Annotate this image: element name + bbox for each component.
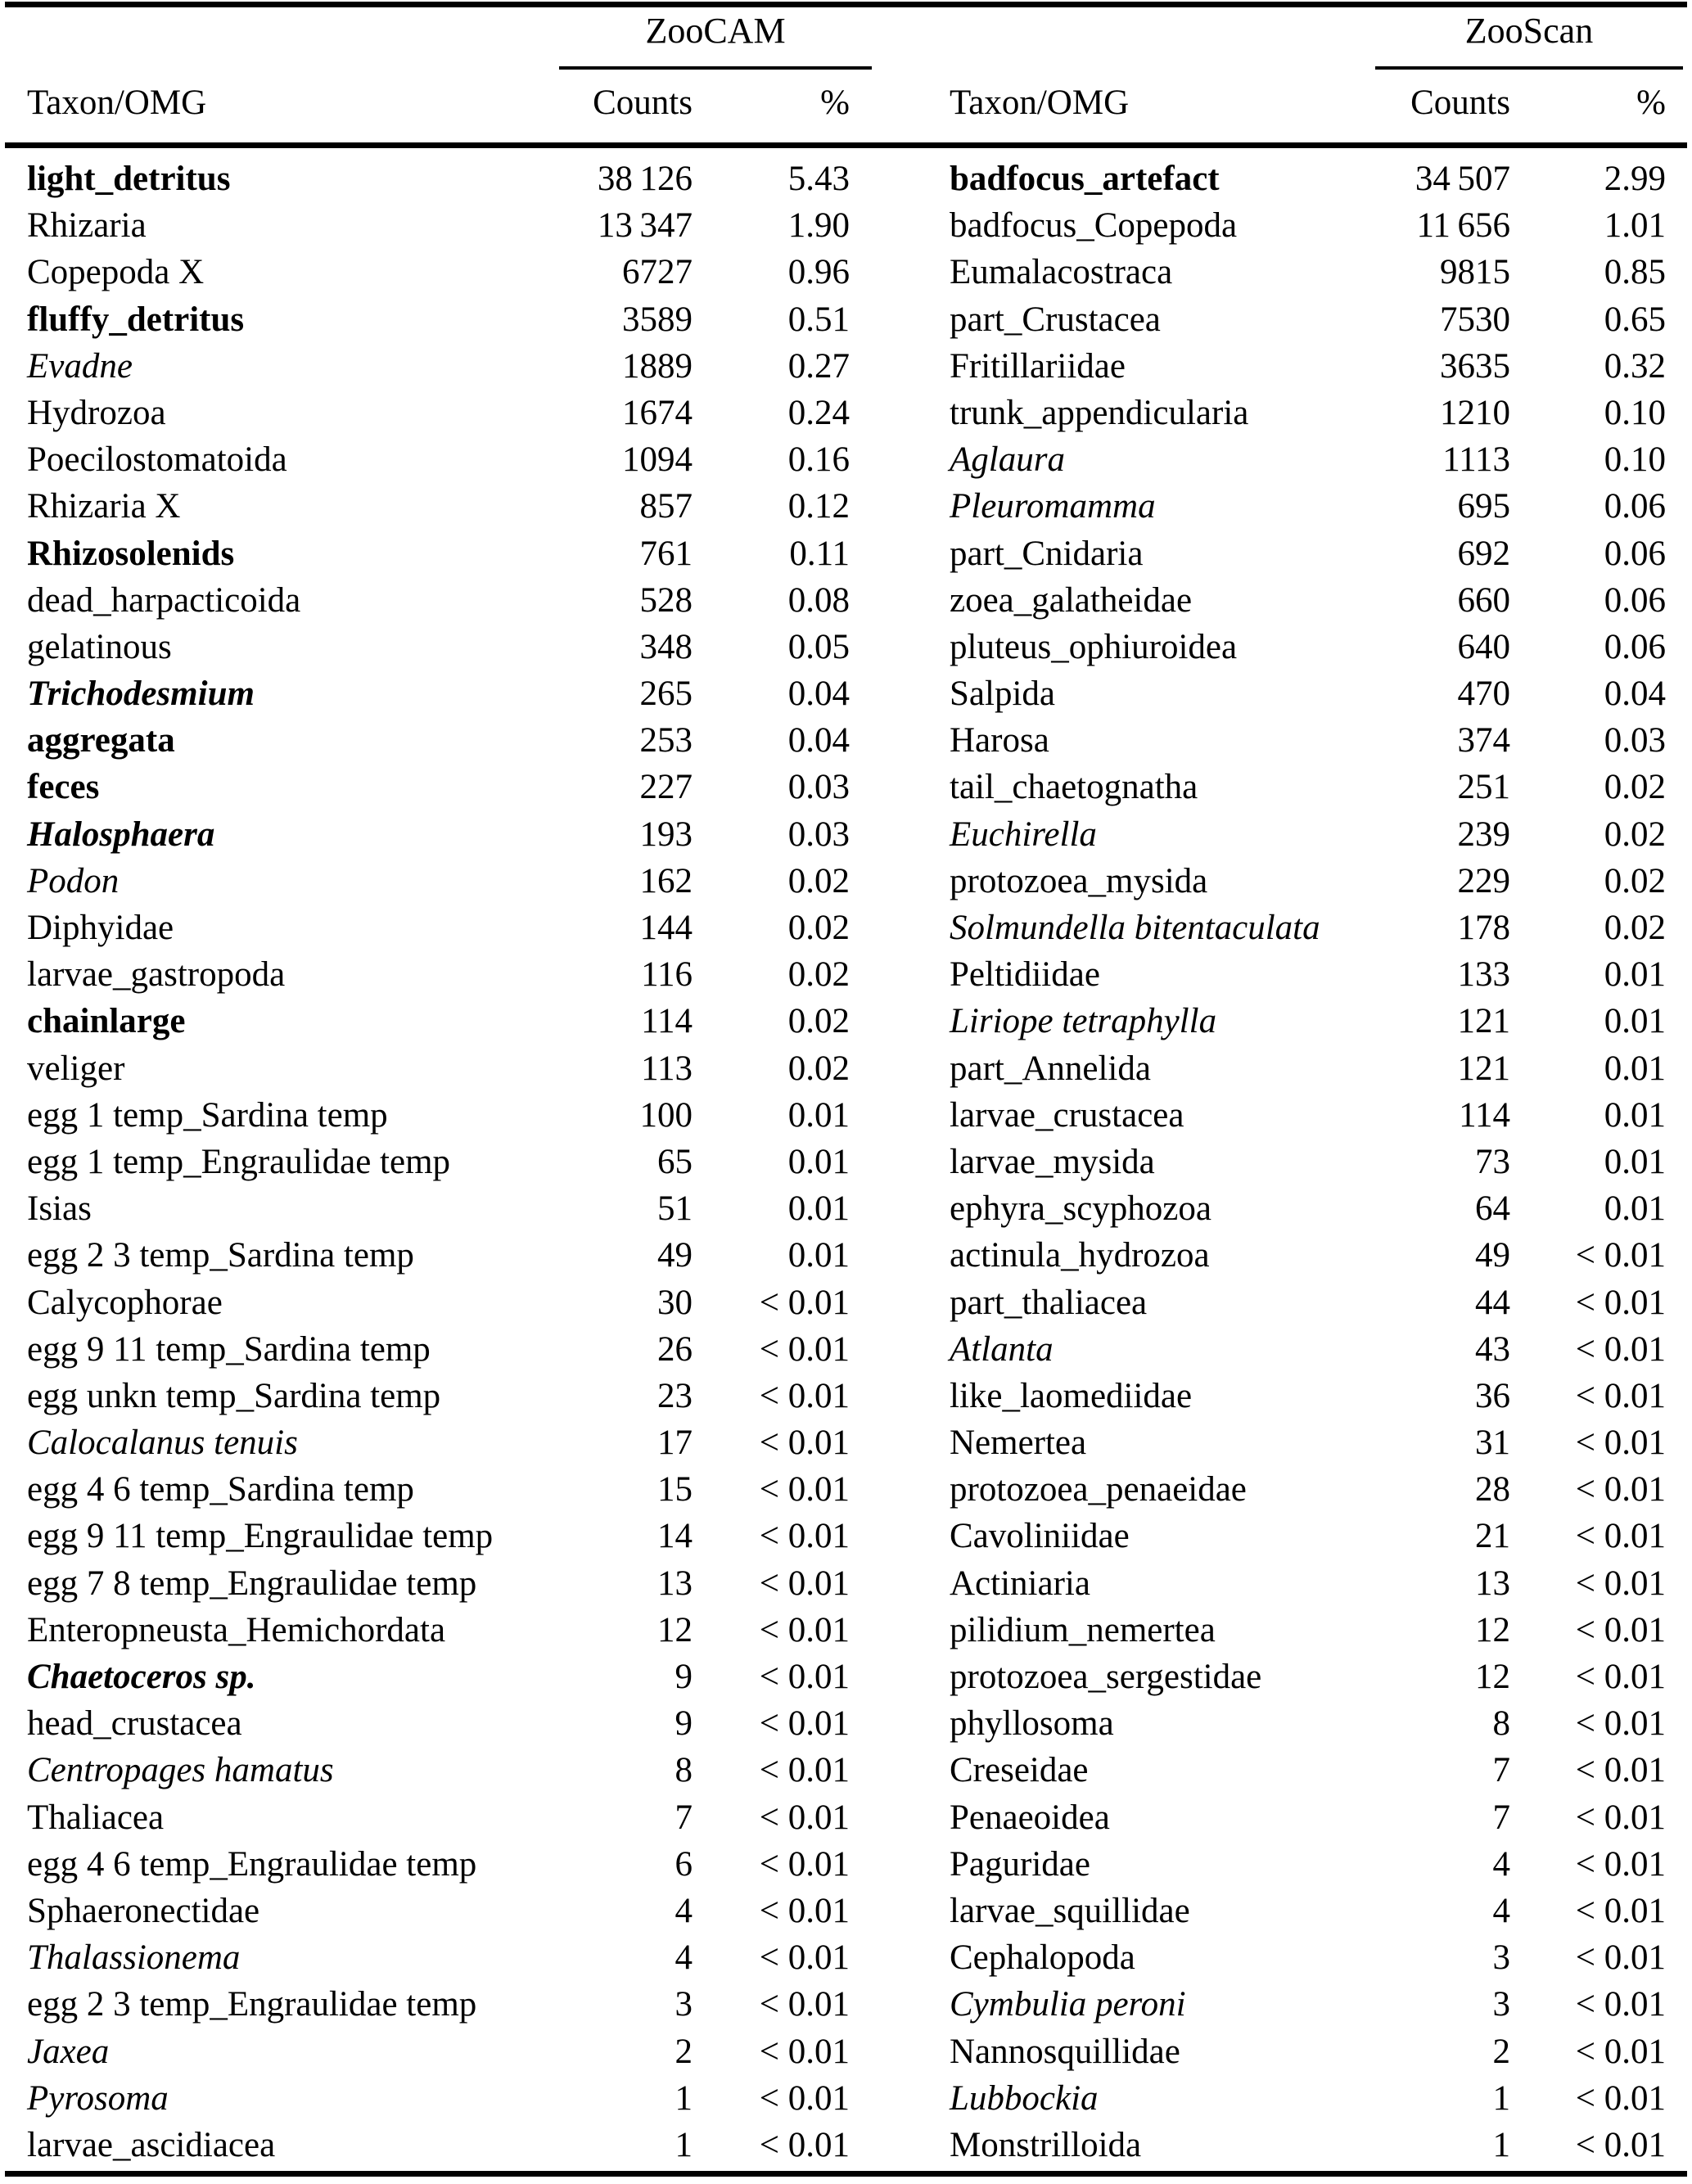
- zooscan-percent-cell: 0.65: [1604, 300, 1666, 339]
- zoocam-percent-cell: 0.08: [787, 580, 850, 620]
- zooscan-counts-cell: 12: [1475, 1658, 1510, 1696]
- zoocam-taxon-cell: egg 9 11 temp_Engraulidae temp: [27, 1517, 494, 1556]
- zoocam-counts-cell: 9: [675, 1658, 693, 1696]
- zoocam-counts-cell: 162: [639, 861, 693, 900]
- zooscan-taxon-cell: like_laomediidae: [950, 1376, 1193, 1415]
- zoocam-counts-cell: 2: [675, 2032, 693, 2071]
- zoocam-counts-cell: 3589: [622, 300, 693, 339]
- zooscan-percent-cell: 0.06: [1604, 487, 1666, 526]
- zooscan-counts-cell: 229: [1457, 861, 1510, 900]
- zooscan-percent-cell: 0.06: [1604, 580, 1666, 620]
- zooscan-taxon-cell: protozoea_mysida: [950, 861, 1208, 900]
- zoocam-counts-cell: 49: [657, 1236, 693, 1275]
- zoocam-percent-cell: 0.02: [787, 1049, 850, 1088]
- zooscan-percent-cell: 0.10: [1604, 440, 1666, 480]
- zooscan-taxon-cell: Actiniaria: [950, 1564, 1090, 1603]
- zooscan-taxon-cell: part_Annelida: [950, 1049, 1151, 1088]
- zooscan-percent-cell: 0.02: [1604, 861, 1666, 900]
- zoocam-taxon-cell: Poecilostomatoida: [27, 440, 287, 480]
- zoocam-percent-cell: < 0.01: [759, 1844, 850, 1884]
- zooscan-counts-cell: 133: [1457, 955, 1510, 995]
- zoocam-counts-cell: 12: [657, 1610, 693, 1649]
- zooscan-taxon-cell: Peltidiidae: [950, 955, 1100, 995]
- zooscan-taxon-cell: Creseidae: [950, 1751, 1089, 1790]
- zoocam-taxon-cell: Rhizaria X: [27, 487, 181, 526]
- zoocam-percent-cell: < 0.01: [759, 2078, 850, 2118]
- zooscan-percent-cell: < 0.01: [1575, 1610, 1666, 1649]
- zoocam-taxon-cell: egg 9 11 temp_Sardina temp: [27, 1329, 431, 1369]
- zooscan-percent-cell: 2.99: [1604, 160, 1666, 198]
- zoocam-counts-cell: 17: [657, 1424, 693, 1463]
- zooscan-taxon-cell: Liriope tetraphylla: [950, 1002, 1217, 1041]
- zooscan-taxon-cell: tail_chaetognatha: [950, 768, 1198, 807]
- zoocam-percent-cell: 0.04: [787, 675, 850, 714]
- zooscan-counts-cell: 114: [1459, 1095, 1510, 1135]
- zoocam-taxon-cell: head_crustacea: [27, 1704, 242, 1744]
- zoocam-percent-cell: < 0.01: [759, 1329, 850, 1369]
- zooscan-percent-cell: 0.06: [1604, 627, 1666, 666]
- zoocam-percent-cell: 1.90: [787, 206, 850, 246]
- left-taxon-column-header: Taxon/OMG: [27, 83, 207, 122]
- zoocam-percent-cell: < 0.01: [759, 1470, 850, 1509]
- zoocam-group-header: ZooCAM: [645, 11, 786, 51]
- zooscan-counts-cell: 695: [1457, 487, 1510, 526]
- zoocam-taxon-cell: egg 4 6 temp_Sardina temp: [27, 1470, 414, 1509]
- zooscan-percent-cell: 0.02: [1604, 814, 1666, 854]
- zoocam-taxon-cell: egg 2 3 temp_Sardina temp: [27, 1236, 414, 1275]
- zoocam-percent-cell: 0.01: [787, 1095, 850, 1135]
- zooscan-percent-cell: 0.01: [1604, 1002, 1666, 1041]
- right-taxon-column-header: Taxon/OMG: [950, 83, 1130, 122]
- zoocam-percent-cell: 0.16: [787, 440, 850, 480]
- zooscan-taxon-cell: Atlanta: [950, 1329, 1054, 1369]
- zooscan-percent-cell: 0.01: [1604, 1189, 1666, 1229]
- zoocam-taxon-cell: Trichodesmium: [27, 675, 255, 714]
- zoocam-percent-cell: 0.12: [787, 487, 850, 526]
- zooscan-percent-cell: < 0.01: [1575, 1236, 1666, 1275]
- zooscan-taxon-cell: pilidium_nemertea: [950, 1610, 1216, 1649]
- zoocam-taxon-cell: Centropages hamatus: [27, 1751, 334, 1790]
- zooscan-percent-cell: 0.06: [1604, 534, 1666, 573]
- zooscan-percent-cell: 0.01: [1604, 1142, 1666, 1181]
- zooscan-taxon-cell: trunk_appendicularia: [950, 393, 1249, 432]
- zoocam-counts-cell: 13 347: [597, 206, 693, 246]
- zooscan-percent-cell: 0.10: [1604, 393, 1666, 432]
- zoocam-percent-cell: 0.02: [787, 909, 850, 947]
- zooscan-percent-cell: 0.02: [1604, 768, 1666, 807]
- zooscan-taxon-cell: Eumalacostraca: [950, 253, 1173, 292]
- zoocam-taxon-cell: Diphyidae: [27, 909, 174, 947]
- zooscan-counts-cell: 64: [1475, 1189, 1510, 1229]
- zoocam-percent-cell: < 0.01: [759, 1798, 850, 1837]
- zoocam-counts-cell: 65: [657, 1142, 693, 1181]
- zooscan-counts-cell: 34 507: [1415, 160, 1510, 198]
- zooscan-percent-cell: < 0.01: [1575, 1751, 1666, 1790]
- zoocam-counts-cell: 23: [657, 1376, 693, 1415]
- zooscan-percent-cell: < 0.01: [1575, 1470, 1666, 1509]
- zooscan-counts-cell: 9815: [1440, 253, 1510, 292]
- zooscan-percent-cell: < 0.01: [1575, 1329, 1666, 1369]
- zooscan-counts-cell: 7: [1492, 1751, 1510, 1790]
- zooscan-table-body: [950, 156, 1666, 2168]
- zoocam-taxon-cell: Hydrozoa: [27, 393, 166, 432]
- zoocam-percent-cell: 0.11: [789, 534, 850, 573]
- zoocam-taxon-cell: Calocalanus tenuis: [27, 1424, 298, 1463]
- zooscan-percent-cell: < 0.01: [1575, 1376, 1666, 1415]
- zooscan-percent-cell: < 0.01: [1575, 2125, 1666, 2164]
- zoocam-taxon-cell: egg 7 8 temp_Engraulidae temp: [27, 1564, 477, 1603]
- bottom-rule: [5, 2171, 1687, 2177]
- zoocam-counts-cell: 4: [675, 1938, 693, 1978]
- zoocam-taxon-cell: Thaliacea: [27, 1798, 165, 1837]
- zoocam-taxon-cell: chainlarge: [27, 1002, 186, 1041]
- zoocam-percent-cell: 0.05: [787, 627, 850, 666]
- zoocam-taxon-cell: Rhizaria: [27, 206, 147, 246]
- zooscan-taxon-cell: larvae_crustacea: [950, 1095, 1184, 1135]
- zoocam-counts-cell: 348: [639, 627, 693, 666]
- zooscan-percent-cell: 0.01: [1604, 955, 1666, 995]
- zoocam-percent-cell: 0.03: [787, 814, 850, 854]
- zooscan-counts-cell: 660: [1457, 580, 1510, 620]
- zoocam-taxon-cell: Jaxea: [27, 2032, 110, 2071]
- header-rule: [5, 142, 1687, 148]
- zoocam-counts-cell: 14: [657, 1517, 693, 1556]
- zooscan-taxon-cell: Aglaura: [950, 440, 1065, 480]
- zoocam-counts-cell: 1094: [622, 440, 693, 480]
- zooscan-taxon-cell: badfocus_Copepoda: [950, 206, 1238, 246]
- zoocam-percent-cell: 0.01: [787, 1236, 850, 1275]
- zooscan-taxon-cell: phyllosoma: [950, 1704, 1114, 1744]
- zooscan-percent-cell: < 0.01: [1575, 1704, 1666, 1744]
- zoocam-percent-cell: 0.24: [787, 393, 850, 432]
- zooscan-percent-cell: < 0.01: [1575, 2078, 1666, 2118]
- zoocam-taxon-cell: Isias: [27, 1189, 92, 1229]
- zooscan-percent-cell: 0.04: [1604, 675, 1666, 714]
- zoocam-taxon-cell: egg 1 temp_Engraulidae temp: [27, 1142, 451, 1181]
- zoocam-counts-cell: 26: [657, 1329, 693, 1369]
- zoocam-counts-cell: 1: [675, 2125, 693, 2164]
- zooscan-counts-cell: 121: [1457, 1049, 1510, 1088]
- zoocam-counts-cell: 253: [639, 721, 693, 760]
- zooscan-percent-cell: < 0.01: [1575, 1985, 1666, 2024]
- zooscan-counts-cell: 121: [1457, 1002, 1510, 1041]
- zoocam-counts-cell: 15: [657, 1470, 693, 1509]
- right-percent-column-header: %: [1636, 83, 1666, 122]
- zooscan-counts-cell: 13: [1475, 1564, 1510, 1603]
- zoocam-percent-cell: 0.02: [787, 1002, 850, 1041]
- left-percent-column-header: %: [820, 83, 850, 122]
- zooscan-counts-cell: 1210: [1440, 393, 1510, 432]
- zoocam-counts-cell: 6: [675, 1844, 693, 1884]
- zooscan-counts-cell: 1: [1492, 2078, 1510, 2118]
- zoocam-percent-cell: < 0.01: [759, 1564, 850, 1603]
- zoocam-counts-cell: 761: [639, 534, 693, 573]
- zoocam-taxon-cell: gelatinous: [27, 627, 172, 666]
- zoocam-counts-cell: 13: [657, 1564, 693, 1603]
- zoocam-taxon-cell: Podon: [27, 861, 120, 900]
- zooscan-counts-cell: 251: [1457, 768, 1510, 807]
- zooscan-counts-cell: 3635: [1440, 346, 1510, 386]
- zooscan-percent-cell: < 0.01: [1575, 1424, 1666, 1463]
- zooscan-counts-cell: 73: [1475, 1142, 1510, 1181]
- zooscan-percent-cell: < 0.01: [1575, 1564, 1666, 1603]
- zoocam-percent-cell: 0.01: [787, 1189, 850, 1229]
- zooscan-counts-cell: 7530: [1440, 300, 1510, 339]
- zoocam-percent-cell: < 0.01: [759, 1658, 850, 1696]
- zoocam-counts-cell: 7: [675, 1798, 693, 1837]
- zoocam-taxon-cell: Evadne: [27, 346, 133, 386]
- zoocam-percent-cell: < 0.01: [759, 1704, 850, 1744]
- zooscan-taxon-cell: part_Cnidaria: [950, 534, 1144, 573]
- zoocam-percent-cell: 0.51: [787, 300, 850, 339]
- zooscan-counts-cell: 43: [1475, 1329, 1510, 1369]
- zoocam-percent-cell: 0.02: [787, 955, 850, 995]
- right-counts-column-header: Counts: [1410, 83, 1510, 122]
- zoocam-cmidrule: [559, 66, 872, 70]
- zooscan-taxon-cell: part_Crustacea: [950, 300, 1161, 339]
- zoocam-percent-cell: < 0.01: [759, 1610, 850, 1649]
- zooscan-taxon-cell: larvae_mysida: [950, 1142, 1155, 1181]
- zoocam-taxon-cell: egg 1 temp_Sardina temp: [27, 1095, 388, 1135]
- zooscan-taxon-cell: Penaeoidea: [950, 1798, 1110, 1837]
- zooscan-taxon-cell: Salpida: [950, 675, 1055, 714]
- zooscan-taxon-cell: Lubbockia: [950, 2078, 1099, 2118]
- zooscan-counts-cell: 178: [1457, 909, 1510, 947]
- zooscan-counts-cell: 8: [1492, 1704, 1510, 1744]
- zoocam-counts-cell: 100: [639, 1095, 693, 1135]
- zooscan-percent-cell: < 0.01: [1575, 1283, 1666, 1322]
- zoocam-taxon-cell: Copepoda X: [27, 253, 205, 292]
- zooscan-percent-cell: 0.02: [1604, 909, 1666, 947]
- zoocam-counts-cell: 9: [675, 1704, 693, 1744]
- zooscan-group-header: ZooScan: [1464, 11, 1594, 51]
- zooscan-counts-cell: 4: [1492, 1891, 1510, 1930]
- zoocam-counts-cell: 4: [675, 1891, 693, 1930]
- zoocam-counts-cell: 857: [639, 487, 693, 526]
- zoocam-percent-cell: < 0.01: [759, 2032, 850, 2071]
- zooscan-taxon-cell: actinula_hydrozoa: [950, 1236, 1210, 1275]
- zooscan-counts-cell: 3: [1492, 1938, 1510, 1978]
- zooscan-counts-cell: 12: [1475, 1610, 1510, 1649]
- zoocam-counts-cell: 193: [639, 814, 693, 854]
- zooscan-cmidrule: [1375, 66, 1683, 70]
- zoocam-percent-cell: < 0.01: [759, 2125, 850, 2164]
- zoocam-counts-cell: 38 126: [597, 160, 693, 198]
- zooscan-counts-cell: 1113: [1442, 440, 1510, 480]
- zooscan-taxon-cell: Cavoliniidae: [950, 1517, 1130, 1556]
- zooscan-counts-cell: 2: [1492, 2032, 1510, 2071]
- zoocam-percent-cell: < 0.01: [759, 1751, 850, 1790]
- zooscan-counts-cell: 11 656: [1416, 206, 1510, 246]
- zooscan-percent-cell: 0.85: [1604, 253, 1666, 292]
- zooscan-counts-cell: 470: [1457, 675, 1510, 714]
- zooscan-taxon-cell: Solmundella bitentaculata: [950, 909, 1320, 947]
- zooscan-counts-cell: 1: [1492, 2125, 1510, 2164]
- zooscan-percent-cell: 0.03: [1604, 721, 1666, 760]
- zoocam-taxon-cell: feces: [27, 768, 100, 807]
- zooscan-taxon-cell: zoea_galatheidae: [950, 580, 1193, 620]
- zoocam-counts-cell: 3: [675, 1985, 693, 2024]
- zoocam-percent-cell: < 0.01: [759, 1891, 850, 1930]
- zooscan-taxon-cell: badfocus_artefact: [950, 160, 1220, 198]
- zooscan-percent-cell: 0.01: [1604, 1049, 1666, 1088]
- zooscan-taxon-cell: Pleuromamma: [950, 487, 1156, 526]
- zoocam-counts-cell: 265: [639, 675, 693, 714]
- zooscan-taxon-cell: Cymbulia peroni: [950, 1985, 1186, 2024]
- zoocam-percent-cell: < 0.01: [759, 1376, 850, 1415]
- zoocam-counts-cell: 114: [641, 1002, 693, 1041]
- zoocam-taxon-cell: Sphaeronectidae: [27, 1891, 260, 1930]
- zooscan-taxon-cell: Cephalopoda: [950, 1938, 1135, 1978]
- zoocam-counts-cell: 6727: [622, 253, 693, 292]
- zoocam-percent-cell: 0.04: [787, 721, 850, 760]
- zooscan-counts-cell: 239: [1457, 814, 1510, 854]
- zoocam-percent-cell: 5.43: [787, 160, 850, 198]
- zooscan-counts-cell: 28: [1475, 1470, 1510, 1509]
- zoocam-taxon-cell: egg 4 6 temp_Engraulidae temp: [27, 1844, 477, 1884]
- zooscan-counts-cell: 3: [1492, 1985, 1510, 2024]
- zooscan-taxon-cell: protozoea_sergestidae: [950, 1658, 1262, 1696]
- zoocam-percent-cell: 0.27: [787, 346, 850, 386]
- zoocam-percent-cell: < 0.01: [759, 1424, 850, 1463]
- zoocam-counts-cell: 144: [639, 909, 693, 947]
- zooscan-taxon-cell: Monstrilloida: [950, 2125, 1142, 2164]
- zooscan-counts-cell: 44: [1475, 1283, 1510, 1322]
- zoocam-taxon-cell: Thalassionema: [27, 1938, 241, 1978]
- zoocam-percent-cell: 0.03: [787, 768, 850, 807]
- zooscan-percent-cell: < 0.01: [1575, 1798, 1666, 1837]
- zooscan-taxon-cell: Nannosquillidae: [950, 2032, 1180, 2071]
- zoocam-counts-cell: 1: [675, 2078, 693, 2118]
- zoocam-taxon-cell: larvae_ascidiacea: [27, 2125, 276, 2164]
- zoocam-table-body: [27, 156, 850, 2168]
- left-counts-column-header: Counts: [593, 83, 693, 122]
- zoocam-percent-cell: < 0.01: [759, 1985, 850, 2024]
- zooscan-taxon-cell: Nemertea: [950, 1424, 1087, 1463]
- zoocam-counts-cell: 1674: [622, 393, 693, 432]
- zooscan-percent-cell: 1.01: [1604, 206, 1666, 246]
- zoocam-taxon-cell: egg 2 3 temp_Engraulidae temp: [27, 1985, 477, 2024]
- zooscan-percent-cell: < 0.01: [1575, 1658, 1666, 1696]
- zoocam-counts-cell: 51: [657, 1189, 693, 1229]
- zoocam-counts-cell: 8: [675, 1751, 693, 1790]
- zoocam-counts-cell: 116: [641, 955, 693, 995]
- zoocam-percent-cell: 0.01: [787, 1142, 850, 1181]
- zooscan-counts-cell: 692: [1457, 534, 1510, 573]
- zoocam-taxon-cell: Pyrosoma: [27, 2078, 169, 2118]
- zoocam-taxon-cell: aggregata: [27, 721, 175, 760]
- zooscan-taxon-cell: Fritillariidae: [950, 346, 1126, 386]
- zooscan-percent-cell: 0.32: [1604, 346, 1666, 386]
- zoocam-taxon-cell: egg unkn temp_Sardina temp: [27, 1376, 441, 1415]
- zooscan-taxon-cell: pluteus_ophiuroidea: [950, 627, 1238, 666]
- zooscan-counts-cell: 36: [1475, 1376, 1510, 1415]
- top-rule: [5, 2, 1687, 7]
- zoocam-taxon-cell: fluffy_detritus: [27, 300, 245, 339]
- zoocam-taxon-cell: Calycophorae: [27, 1283, 223, 1322]
- zooscan-percent-cell: < 0.01: [1575, 2032, 1666, 2071]
- zoocam-percent-cell: < 0.01: [759, 1283, 850, 1322]
- zooscan-counts-cell: 7: [1492, 1798, 1510, 1837]
- zooscan-counts-cell: 640: [1457, 627, 1510, 666]
- zooscan-percent-cell: < 0.01: [1575, 1891, 1666, 1930]
- zoocam-taxon-cell: Chaetoceros sp.: [27, 1658, 256, 1696]
- zoocam-taxon-cell: larvae_gastropoda: [27, 955, 286, 995]
- zoocam-counts-cell: 528: [639, 580, 693, 620]
- zoocam-percent-cell: < 0.01: [759, 1938, 850, 1978]
- zoocam-taxon-cell: dead_harpacticoida: [27, 580, 301, 620]
- zoocam-counts-cell: 1889: [622, 346, 693, 386]
- zooscan-taxon-cell: protozoea_penaeidae: [950, 1470, 1247, 1509]
- zooscan-taxon-cell: larvae_squillidae: [950, 1891, 1190, 1930]
- zooscan-counts-cell: 49: [1475, 1236, 1510, 1275]
- zooscan-counts-cell: 374: [1457, 721, 1510, 760]
- zoocam-taxon-cell: light_detritus: [27, 160, 231, 198]
- zoocam-taxon-cell: Enteropneusta_Hemichordata: [27, 1610, 446, 1649]
- zooscan-taxon-cell: ephyra_scyphozoa: [950, 1189, 1211, 1229]
- zooscan-counts-cell: 31: [1475, 1424, 1510, 1463]
- zooscan-percent-cell: < 0.01: [1575, 1517, 1666, 1556]
- zooscan-taxon-cell: Euchirella: [950, 814, 1097, 854]
- zooscan-counts-cell: 4: [1492, 1844, 1510, 1884]
- zooscan-percent-cell: 0.01: [1604, 1095, 1666, 1135]
- zooscan-counts-cell: 21: [1475, 1517, 1510, 1556]
- zoocam-counts-cell: 113: [641, 1049, 693, 1088]
- zoocam-counts-cell: 30: [657, 1283, 693, 1322]
- zooscan-taxon-cell: part_thaliacea: [950, 1283, 1148, 1322]
- zoocam-percent-cell: 0.02: [787, 861, 850, 900]
- zooscan-taxon-cell: Harosa: [950, 721, 1049, 760]
- zoocam-percent-cell: 0.96: [787, 253, 850, 292]
- zoocam-counts-cell: 227: [639, 768, 693, 807]
- zoocam-taxon-cell: Halosphaera: [27, 814, 215, 854]
- zoocam-taxon-cell: veliger: [27, 1049, 125, 1088]
- zooscan-percent-cell: < 0.01: [1575, 1844, 1666, 1884]
- zooscan-percent-cell: < 0.01: [1575, 1938, 1666, 1978]
- zooscan-taxon-cell: Paguridae: [950, 1844, 1090, 1884]
- zoocam-percent-cell: < 0.01: [759, 1517, 850, 1556]
- zoocam-taxon-cell: Rhizosolenids: [27, 534, 235, 573]
